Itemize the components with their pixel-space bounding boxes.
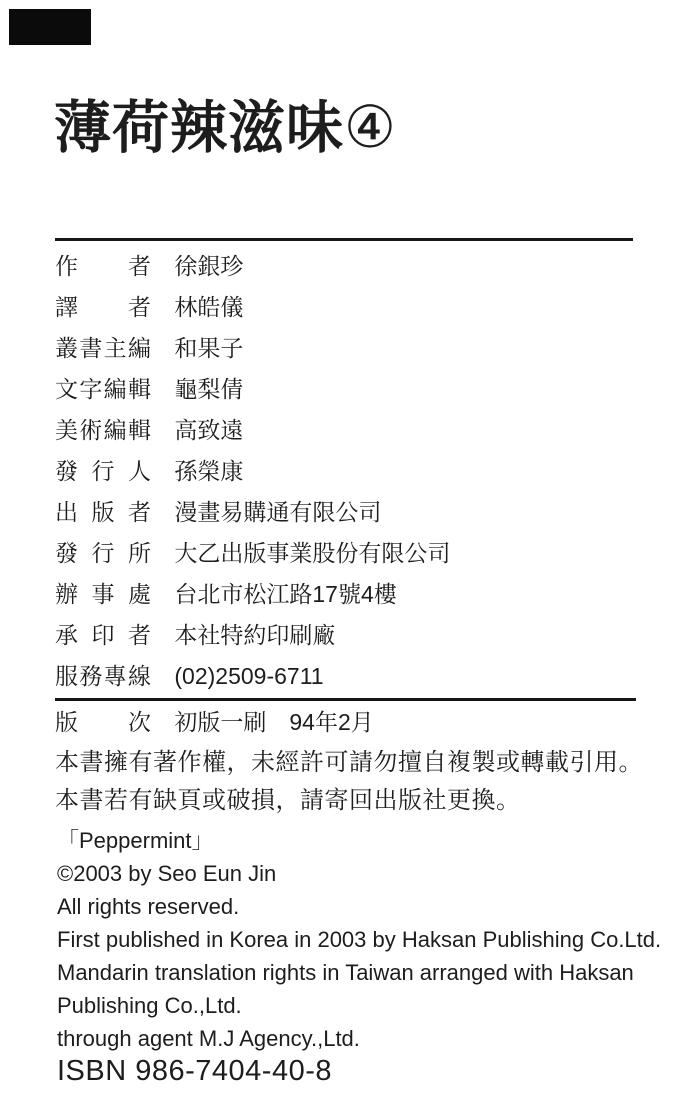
english-colophon (57, 824, 661, 1055)
credit-label: 美術編輯 (55, 417, 151, 443)
credit-value: 大乙出版事業股份有限公司 (174, 540, 451, 566)
section-divider (55, 698, 636, 701)
credit-value: 龜梨倩 (174, 376, 244, 402)
credit-row-distributor (55, 533, 655, 574)
credit-value: 林皓儀 (174, 294, 244, 320)
credit-row-publisher-person (55, 451, 655, 492)
credit-value: 高致遠 (174, 417, 244, 443)
isbn-text: ISBN 986-7404-40-8 (57, 1055, 332, 1087)
volume-number-badge: ④ (344, 95, 397, 160)
credit-row-publishing-company (55, 492, 655, 533)
credit-value: 徐銀珍 (174, 253, 244, 279)
credit-row-text-editor (55, 369, 655, 410)
copyright-notice-line: 本書擁有著作權，未經許可請勿擅自複製或轉載引用。 (55, 749, 643, 776)
credit-row-printer (55, 615, 655, 656)
credit-label: 出版者 (55, 499, 151, 525)
credit-row-service-hotline (55, 656, 655, 697)
rights-reserved-line: All rights reserved. (57, 894, 240, 919)
edition-value: 初版一刷 94年2月 (174, 709, 374, 735)
credit-label: 叢書主編 (55, 335, 151, 361)
returns-notice-line: 本書若有缺頁或破損，請寄回出版社更換。 (55, 787, 521, 814)
credit-row-series-editor (55, 328, 655, 369)
credit-value: 孫榮康 (174, 458, 244, 484)
credit-row-art-editor (55, 410, 655, 451)
credit-label: 發行所 (55, 540, 151, 566)
credit-value: 台北市松江路17號4樓 (174, 581, 397, 607)
copyright-notices (55, 744, 643, 820)
credit-row-office-address (55, 574, 655, 615)
title-divider (55, 238, 633, 241)
publishing-co-line: Publishing Co.,Ltd. (57, 993, 242, 1018)
credit-value: 漫畫易購通有限公司 (174, 499, 382, 525)
edition-row (55, 702, 374, 743)
first-published-line: First published in Korea in 2003 by Haksan Publishing Co.Ltd. (57, 927, 662, 952)
credit-label: 文字編輯 (55, 376, 151, 402)
credit-label: 承印者 (55, 622, 151, 648)
credit-label: 服務專線 (55, 663, 151, 689)
credit-value: 本社特約印刷廠 (174, 622, 336, 648)
credit-row-author (55, 246, 655, 287)
credit-row-translator (55, 287, 655, 328)
agency-line: through agent M.J Agency.,Ltd. (57, 1026, 360, 1051)
credit-value: 和果子 (174, 335, 244, 361)
credit-label: 發行人 (55, 458, 151, 484)
translation-rights-line: Mandarin translation rights in Taiwan arranged with Haksan (57, 960, 634, 985)
edition-label: 版次 (55, 709, 151, 735)
credit-label: 譯者 (55, 294, 151, 320)
credits-list (55, 246, 655, 697)
scan-artifact-bar (9, 9, 91, 45)
credit-value: (02)2509-6711 (174, 663, 324, 689)
copyright-year-line: ©2003 by Seo Eun Jin (57, 861, 277, 886)
page-title (54, 96, 397, 160)
original-title-line: 「Peppermint」 (57, 828, 214, 853)
credit-label: 辦事處 (55, 581, 151, 607)
credit-label: 作者 (55, 253, 151, 279)
book-title-text: 薄荷辣滋味 (54, 96, 344, 160)
